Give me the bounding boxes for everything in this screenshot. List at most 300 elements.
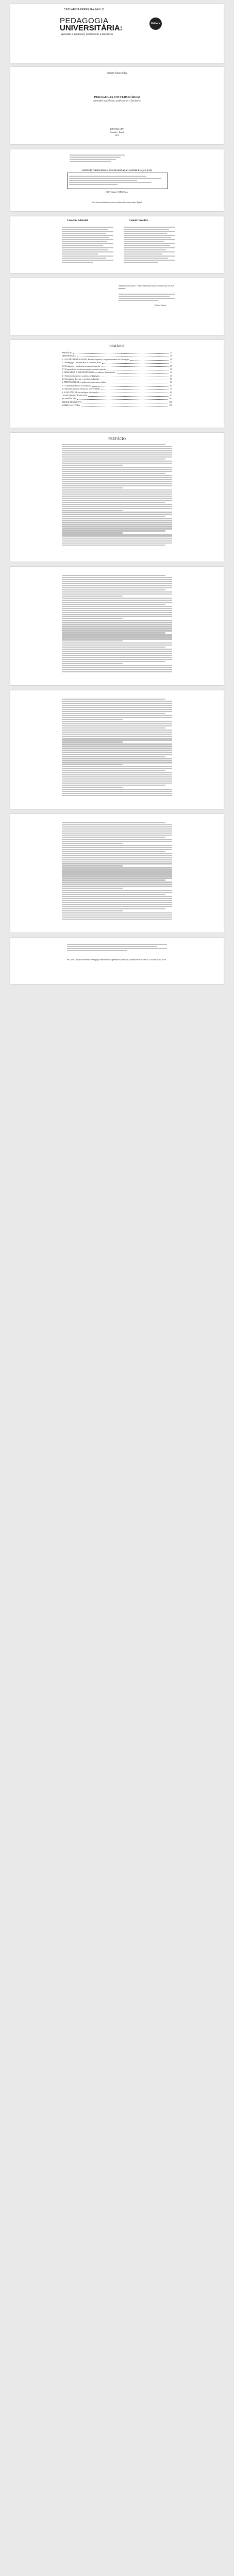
text-line <box>62 723 172 724</box>
text-line <box>62 456 172 457</box>
text-line <box>62 783 172 784</box>
text-line <box>62 610 172 611</box>
text-line <box>62 754 172 755</box>
text-line <box>62 781 172 782</box>
toc-item-page: 75 <box>170 387 172 391</box>
text-line <box>62 732 172 733</box>
text-line <box>62 826 172 827</box>
toc-item-label: 1. CONTEXTUALIZANDO: Ensino Superior e os profissionais da Educação <box>62 358 129 361</box>
text-line <box>62 914 172 916</box>
prefacio-page <box>10 433 224 562</box>
title-page-subtitle: aprender a professor, professorar e-Docência <box>93 100 141 103</box>
text-line <box>62 663 123 664</box>
text-line <box>62 452 172 453</box>
title-page <box>10 67 224 144</box>
text-line <box>62 661 165 662</box>
text-line <box>62 591 172 592</box>
cover-author: CATHARINA FERREIRA PAULO <box>64 8 104 11</box>
toc-leader-dots <box>107 368 169 370</box>
toc-item-page: 15 <box>170 354 172 358</box>
text-line <box>62 851 165 852</box>
text-line <box>62 736 172 737</box>
toc-item <box>62 378 172 381</box>
toc-item-label: 1.3 Formação de professores para o ensino superior <box>62 367 107 370</box>
catalog-page <box>10 149 224 211</box>
toc-leader-dots <box>99 391 169 394</box>
cover-subtitle: aprender a professor, professorar e-Docência <box>61 33 113 36</box>
text-line <box>62 604 165 605</box>
text-line <box>62 528 172 529</box>
text-line <box>62 886 172 887</box>
text-line <box>62 739 172 740</box>
credits-block <box>70 154 162 163</box>
toc-item-label: INTRODUÇÃO <box>62 354 76 358</box>
text-line <box>62 594 172 595</box>
toc-item-page: 103 <box>169 397 172 400</box>
catalog-heading: DADOS INTERNACIONAIS DE CATALOGAÇÃO NA PUBLICAÇÃO (CIP) <box>82 169 152 172</box>
text-line <box>62 869 172 870</box>
text-line <box>62 649 172 650</box>
text-line <box>62 630 172 631</box>
text-line <box>62 787 123 788</box>
text-line <box>62 734 172 735</box>
text-line <box>62 638 172 639</box>
text-line <box>62 776 172 777</box>
text-line <box>62 768 172 769</box>
text-line <box>62 741 123 742</box>
text-line <box>62 469 172 470</box>
prefacio-title: PREFÁCIO <box>108 437 126 441</box>
text-line <box>62 600 172 601</box>
toc-item <box>62 381 172 384</box>
text-line <box>62 622 172 623</box>
text-line <box>62 863 172 864</box>
toc-item-label: CONSIDERAÇÕES FINAIS <box>62 394 88 397</box>
digital-notice: Esta obra também encontra-se disponível em formato digital. <box>91 201 143 204</box>
toc-item-page: 115 <box>169 400 172 403</box>
toc-item <box>62 387 172 391</box>
text-line <box>62 448 172 449</box>
back-cover-text: PAULO, Catharina Ferreira. Pedagogia universitária: aprender a professor, professorar e-Docência. Curitiba: CRV, 2019. <box>67 958 167 961</box>
text-line <box>62 748 172 749</box>
cover-title-line1: PEDAGOGIA <box>60 16 109 25</box>
toc-item-label: REFERÊNCIAS <box>62 397 77 400</box>
text-line <box>62 502 165 503</box>
text-line <box>62 534 172 535</box>
text-line <box>62 589 165 590</box>
prefacio-body <box>10 444 224 546</box>
toc-item-label: PREFÁCIO <box>62 351 73 354</box>
text-line <box>62 626 172 627</box>
text-line <box>62 483 172 484</box>
text-line <box>62 717 172 718</box>
text-line <box>62 602 172 603</box>
text-line <box>62 884 172 885</box>
text-line <box>62 487 123 488</box>
text-line <box>62 536 172 537</box>
text-line <box>62 778 172 779</box>
text-line <box>62 596 123 597</box>
text-line <box>62 853 172 854</box>
text-line <box>62 793 172 794</box>
text-line <box>62 873 172 874</box>
text-line <box>62 640 123 641</box>
text-page-3 <box>10 814 224 933</box>
text-line <box>62 774 172 775</box>
text-line <box>62 791 172 792</box>
text-line <box>62 608 172 609</box>
text-line <box>62 882 172 883</box>
text-line <box>62 721 172 722</box>
conselho-heading: Conselho Editorial <box>67 219 88 222</box>
text-line <box>62 463 172 464</box>
text-line <box>62 450 172 451</box>
toc-leader-dots <box>81 404 168 406</box>
text-line <box>62 770 165 771</box>
text-line <box>62 855 172 856</box>
text-line <box>62 764 123 765</box>
text-line <box>62 727 165 728</box>
epigraph-page <box>10 278 224 335</box>
toc-leader-dots <box>100 378 169 380</box>
text-line <box>62 538 172 539</box>
text-line <box>62 719 123 720</box>
cover-title-line2: UNIVERSITÁRIA: <box>60 24 123 32</box>
toc-list <box>10 351 224 407</box>
text-line <box>62 902 172 903</box>
toc-item <box>62 368 172 371</box>
text-line <box>62 444 165 445</box>
toc-leader-dots <box>92 384 169 387</box>
toc-item-page: 41 <box>170 371 172 374</box>
text-page-1 <box>10 567 224 685</box>
toc-item-label: 3.1 O planejamento e a avaliação <box>62 384 91 387</box>
text-line <box>62 828 172 829</box>
toc-item-page: 27 <box>170 364 172 367</box>
toc-leader-dots <box>77 397 168 400</box>
text-line <box>62 861 172 862</box>
text-line <box>62 879 165 880</box>
text-line <box>62 618 123 619</box>
text-line <box>62 545 165 546</box>
text-line <box>62 508 172 509</box>
publisher-logo <box>149 18 162 30</box>
toc-item-label: 2. APRENDER A SER PROFESSOR: os saberes da docência <box>62 371 115 374</box>
text-line <box>62 772 172 773</box>
text-line <box>62 475 172 476</box>
text-line <box>62 831 172 832</box>
text-line <box>62 526 172 527</box>
toc-item-page: 61 <box>170 381 172 384</box>
text-line <box>62 655 172 656</box>
text-line <box>62 709 172 710</box>
title-page-city: Curitiba – Brasil <box>110 131 124 133</box>
toc-item <box>62 361 172 364</box>
text-line <box>62 758 172 759</box>
text-line <box>62 900 172 901</box>
text-line <box>62 657 172 658</box>
text-line <box>62 762 172 763</box>
toc-item-label: 2.2 Identidade docente e profissionalização <box>62 378 99 380</box>
text-line <box>62 467 172 468</box>
text-line <box>62 789 172 790</box>
toc-item-page: 19 <box>170 358 172 361</box>
text-line <box>62 496 172 497</box>
text-line <box>62 713 165 714</box>
text-line <box>62 711 172 712</box>
toc-item-label: ÍNDICE REMISSIVO <box>62 400 81 403</box>
text-body-3 <box>10 814 224 920</box>
text-line <box>62 518 172 519</box>
text-body-1 <box>10 567 224 672</box>
text-line <box>62 745 172 747</box>
text-line <box>62 614 172 615</box>
text-line <box>62 725 172 726</box>
text-line <box>62 919 172 920</box>
toc-item-page: 83 <box>170 391 172 394</box>
text-line <box>62 857 172 858</box>
text-line <box>62 908 165 909</box>
sumario-page <box>10 340 224 428</box>
conselho-list <box>62 226 113 264</box>
text-line <box>62 520 172 521</box>
text-line <box>62 822 165 823</box>
text-line <box>62 454 172 455</box>
text-body-2 <box>10 690 224 796</box>
toc-item-page: 53 <box>170 378 172 380</box>
toc-leader-dots <box>116 371 169 374</box>
title-page-author: Sassam Nunes Silva <box>106 72 128 75</box>
text-line <box>62 847 172 848</box>
toc-item-label: SOBRE A AUTORA <box>62 404 80 406</box>
toc-item-page: 21 <box>170 361 172 364</box>
toc-item <box>62 365 172 368</box>
text-line <box>62 715 172 716</box>
text-line <box>62 707 172 708</box>
toc-leader-dots <box>77 354 169 357</box>
text-line <box>62 598 172 599</box>
text-line <box>62 616 172 617</box>
text-line <box>62 750 172 751</box>
catalog-box <box>67 173 168 189</box>
toc-leader-dots <box>88 394 169 397</box>
text-line <box>62 532 123 533</box>
text-line <box>62 498 172 499</box>
text-line <box>62 871 172 872</box>
text-line <box>62 912 172 913</box>
text-line <box>62 659 172 660</box>
toc-item-label: 4. E-DOCÊNCIA: tecnologias e formação <box>62 391 98 394</box>
text-line <box>62 540 172 541</box>
toc-item <box>62 358 172 361</box>
toc-item <box>62 404 172 407</box>
toc-item-page: 35 <box>170 367 172 370</box>
comite-heading: Comitê Científico <box>129 219 148 222</box>
text-line <box>62 701 172 702</box>
text-line <box>62 824 172 825</box>
text-line <box>62 636 172 637</box>
toc-leader-dots <box>101 375 169 377</box>
cover-page <box>10 4 224 63</box>
text-line <box>62 667 172 668</box>
text-line <box>62 583 172 584</box>
text-line <box>62 461 172 462</box>
text-line <box>62 671 172 672</box>
toc-item-label: 3.2 Metodologias de ensino na universidade <box>62 387 100 391</box>
text-line <box>62 669 172 670</box>
text-line <box>62 624 172 625</box>
text-line <box>62 665 172 666</box>
text-line <box>62 459 165 460</box>
text-line <box>62 867 172 868</box>
text-line <box>62 795 172 796</box>
text-line <box>62 494 172 495</box>
final-body <box>67 943 167 952</box>
text-line <box>62 894 165 895</box>
text-line <box>62 835 172 836</box>
text-line <box>62 506 172 507</box>
toc-leader-dots <box>73 351 169 354</box>
text-line <box>62 543 172 544</box>
toc-item <box>62 397 172 400</box>
text-line <box>62 585 172 586</box>
text-line <box>62 471 172 472</box>
toc-item-label: 1.1 Pedagogia Universitária: o contexto atual <box>62 361 101 364</box>
board-page <box>10 216 224 273</box>
text-line <box>62 642 172 643</box>
text-line <box>62 587 172 588</box>
toc-item <box>62 384 172 387</box>
text-line <box>62 645 172 646</box>
epigraph-author: (Paulo Freire) <box>155 304 166 307</box>
text-line <box>62 849 172 850</box>
toc-leader-dots <box>102 361 169 364</box>
text-line <box>62 500 172 501</box>
text-line <box>62 481 172 482</box>
toc-item-page: 67 <box>170 384 172 387</box>
text-line <box>62 875 172 876</box>
text-line <box>62 653 172 654</box>
text-line <box>62 910 123 911</box>
text-line <box>62 628 172 629</box>
text-line <box>62 738 172 739</box>
text-line <box>62 760 172 761</box>
title-page-publisher: EDITORA CRV <box>110 128 124 130</box>
final-page <box>10 938 224 984</box>
text-line <box>62 581 172 582</box>
text-page-2 <box>10 690 224 809</box>
text-line <box>62 612 172 613</box>
text-line <box>62 530 165 531</box>
toc-item-label: 2.1 Saberes docentes e a prática pedagógica <box>62 374 100 377</box>
text-line <box>62 906 172 907</box>
text-line <box>62 785 165 786</box>
text-line <box>62 512 172 513</box>
toc-item <box>62 401 172 404</box>
text-line <box>62 516 165 517</box>
text-line <box>62 485 172 486</box>
text-line <box>62 489 172 490</box>
text-line <box>62 465 123 466</box>
text-line <box>62 877 172 878</box>
text-line <box>62 524 172 525</box>
text-line <box>62 705 172 706</box>
text-line <box>62 473 165 474</box>
publisher-logo-text: Editora <box>151 22 160 25</box>
text-line <box>62 699 165 700</box>
epigraph-text: Ninguém nasce feito: é experimentando-nos no mundo que nós nos fazemos. <box>119 284 174 290</box>
text-line <box>62 837 165 838</box>
text-line <box>62 896 172 897</box>
text-line <box>62 859 172 860</box>
toc-item <box>62 354 172 358</box>
text-line <box>62 845 172 846</box>
text-line <box>62 620 172 621</box>
toc-item-page: 119 <box>169 404 172 406</box>
toc-item-label: 3. PROFESSORAR: a prática docente universitária <box>62 381 107 384</box>
text-line <box>62 579 172 580</box>
text-line <box>62 756 165 757</box>
text-line <box>62 730 172 731</box>
text-line <box>62 888 123 889</box>
toc-item-label: 1.2 Pedagogia e docência no ensino superior <box>62 364 101 367</box>
toc-leader-dots <box>130 358 169 361</box>
toc-item-page: 45 <box>170 374 172 377</box>
text-line <box>62 743 172 744</box>
text-line <box>62 843 123 844</box>
text-line <box>62 522 172 523</box>
text-line <box>62 904 172 905</box>
text-line <box>62 766 172 767</box>
text-line <box>62 577 172 578</box>
text-line <box>62 892 172 893</box>
title-page-year: 2019 <box>115 134 119 137</box>
text-line <box>62 477 172 478</box>
isbn-label: ISBN Digital / ISBN Físico <box>105 191 129 193</box>
text-line <box>62 504 172 505</box>
toc-item <box>62 375 172 378</box>
toc-leader-dots <box>107 381 169 383</box>
text-line <box>62 575 165 576</box>
toc-item <box>62 394 172 397</box>
toc-leader-dots <box>82 401 168 403</box>
text-line <box>62 833 172 834</box>
text-line <box>62 632 165 633</box>
toc-item-page: 97 <box>170 394 172 397</box>
toc-item <box>62 371 172 374</box>
text-line <box>62 703 172 704</box>
text-line <box>62 479 172 480</box>
toc-item <box>62 351 172 354</box>
text-line <box>62 839 172 840</box>
text-line <box>62 514 172 515</box>
text-line <box>62 647 165 648</box>
epigraph-more <box>119 293 175 302</box>
text-line <box>62 606 172 607</box>
toc-leader-dots <box>102 365 169 367</box>
text-line <box>62 841 172 842</box>
text-line <box>62 865 123 866</box>
title-page-title: PEDAGOGIA UNIVERSITÁRIA: <box>94 96 140 99</box>
text-line <box>62 752 172 753</box>
text-line <box>62 651 172 652</box>
text-line <box>62 510 123 511</box>
toc-leader-dots <box>101 387 169 390</box>
text-line <box>62 890 172 891</box>
text-line <box>62 634 172 635</box>
text-line <box>62 492 172 493</box>
text-line <box>62 917 172 918</box>
